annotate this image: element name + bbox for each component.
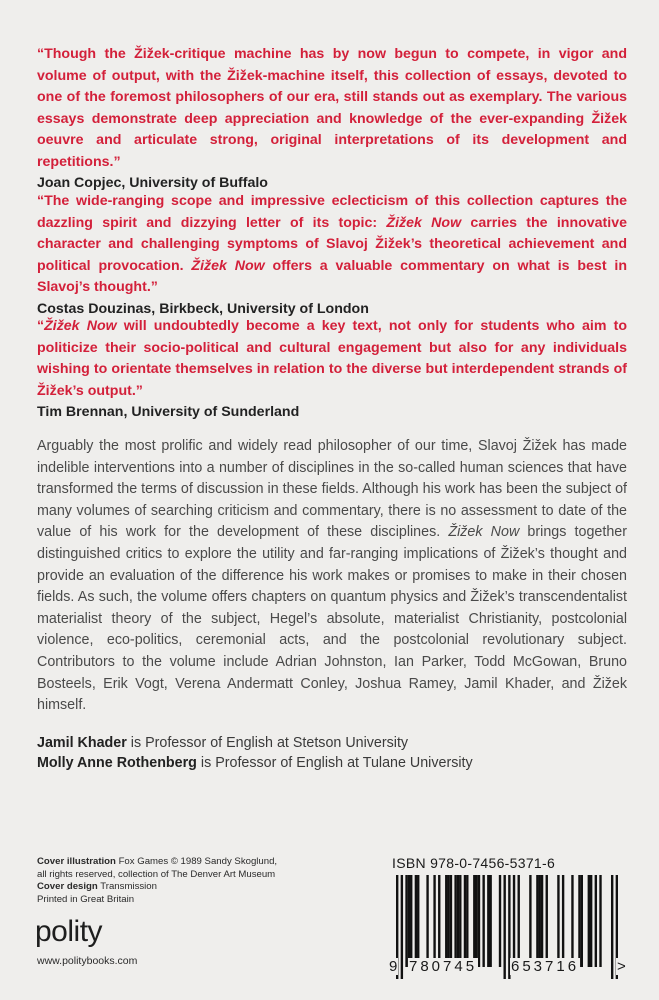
endorsement-quote-3 (37, 316, 627, 423)
barcode-bar (401, 875, 403, 979)
endorsement-quote-1 (37, 44, 627, 194)
barcode-bar (499, 875, 501, 967)
quote-attribution: Costas Douzinas, Birkbeck, University of London (37, 300, 369, 317)
editor-name: Molly Anne Rothenberg (37, 755, 197, 771)
barcode-bar (489, 875, 491, 967)
barcode-bar (513, 875, 515, 967)
barcode-bar (578, 875, 580, 967)
barcode-bar (433, 875, 435, 967)
endorsement-quote-2 (37, 191, 627, 320)
barcode-bar (590, 875, 592, 967)
editor-bio: Jamil Khader is Professor of English at Stetson University (37, 735, 409, 751)
barcode-bar (438, 875, 440, 967)
barcode-bar (464, 875, 466, 967)
barcode-bar (482, 875, 484, 967)
book-title-italic: Žižek Now (44, 318, 117, 334)
barcode-bar (611, 875, 613, 979)
credit-label: Cover design (37, 881, 98, 892)
barcode-bar (417, 875, 419, 967)
quote-text: “Though the Žižek-critique machine has by now begun to compete, in vigor and volume of output, with the Žižek-machine itself, this collection of essays, devoted to one of the foremost philosophers of our era, still stands out as exemplary. The various essays demonstrate deep appreciation and knowledge of the ever-expanding Žižek oeuvre and articulate strong, original interpretations of its development and repetitions.” (37, 46, 627, 170)
barcode-bar (529, 875, 531, 967)
book-title-italic: Žižek Now (191, 257, 265, 274)
quote-text: “Žižek Now will undoubtedly become a key text, not only for students who aim to politicize their socio-political and cultural engagement but also for any individuals wishing to orientate themselves in relation to the diverse but interdependent strands of Žižek’s output.” (37, 318, 628, 399)
barcode-bar (408, 875, 410, 967)
isbn-barcode: ISBN 978-0-7456-5371-6 9 780745 653716 > (388, 853, 628, 991)
barcode-bar (503, 875, 505, 979)
book-title-italic: Žižek Now (448, 524, 520, 541)
barcode-bar (457, 875, 459, 967)
barcode-bar (487, 875, 489, 967)
editor-name: Jamil Khader (37, 735, 127, 751)
barcode-bar (539, 875, 541, 967)
barcode-bar (546, 875, 548, 967)
barcode-bar (562, 875, 564, 967)
barcode-bar (571, 875, 573, 967)
barcode-bar (475, 875, 477, 967)
book-title-italic: Žižek Now (386, 214, 462, 231)
barcode-bar (466, 875, 468, 967)
barcode-bar (454, 875, 456, 967)
barcode-bar (459, 875, 461, 967)
barcode-bar (410, 875, 412, 967)
quote-attribution: Joan Copjec, University of Buffalo (37, 175, 268, 191)
barcode-bar (541, 875, 543, 967)
barcode-bar (581, 875, 583, 967)
barcode-bar (447, 875, 449, 967)
barcode-bar (445, 875, 447, 967)
barcode-bar (536, 875, 538, 967)
barcode-bar (599, 875, 601, 967)
barcode-bar (518, 875, 520, 967)
barcode-bar (415, 875, 417, 967)
credit-label: Cover illustration (37, 856, 116, 867)
cover-credits: Cover illustration Fox Games © 1989 Sandy Skoglund, all rights reserved, collection of The Denver Art Museum Cover design Transmission Printed in Great Britain (37, 856, 278, 905)
quote-attribution: Tim Brennan, University of Sunderland (37, 404, 300, 420)
editor-bios (37, 733, 627, 773)
isbn-number: ISBN 978-0-7456-5371-6 (392, 855, 556, 871)
barcode-bar (405, 875, 407, 967)
book-description: Arguably the most prolific and widely read philosopher of our time, Slavoj Žižek has made indelible interventions into a number of disciplines in the so-called human sciences that have transformed the terms of discussion in these fields. Although his work has been the subject of many volumes of searching criticism and commentary, there is no assessment to date of the value of his work for the development of these disciplines. Žižek Now brings together distinguished critics to explore the utility and far-ranging implications of Žižek’s thought and provide an evaluation of the difference his work makes or promises to make in their chosen fields. As such, the volume offers chapters on quantum physics and Žižek’s transcendentalist materialist theory of the subject, Hegel’s absolute, materialist Christianity, postcolonial violence, eco-politics, ceremonial acts, and the postcolonial revolutionary subject. Contributors to the volume include Adrian Johnston, Ian Parker, Todd McGowan, Bruno Bosteels, Erik Vogt, Verena Andermatt Conley, Joshua Ramey, Jamil Khader, and Žižek himself. (37, 438, 627, 714)
barcode-bar (426, 875, 428, 967)
barcode-bar (557, 875, 559, 967)
barcode-bar (473, 875, 475, 967)
publisher-logo: polity (35, 915, 103, 948)
publisher-url[interactable]: www.politybooks.com (37, 955, 138, 967)
barcode-bar (450, 875, 452, 967)
editor-bio: Molly Anne Rothenberg is Professor of English at Tulane University (37, 755, 473, 771)
barcode-bar (588, 875, 590, 967)
barcode-bar (595, 875, 597, 967)
quote-text: “The wide-ranging scope and impressive eclecticism of this collection captures the dazzling spirit and dizzying letter of its topic: Žižek Now carries the innovative character and challenging symptoms of Slavoj Žižek’s theoretical achievement and political provocation. Žižek Now offers a valuable commentary on what is best in Slavoj’s thought.” (37, 193, 628, 295)
barcode-bar (478, 875, 480, 967)
